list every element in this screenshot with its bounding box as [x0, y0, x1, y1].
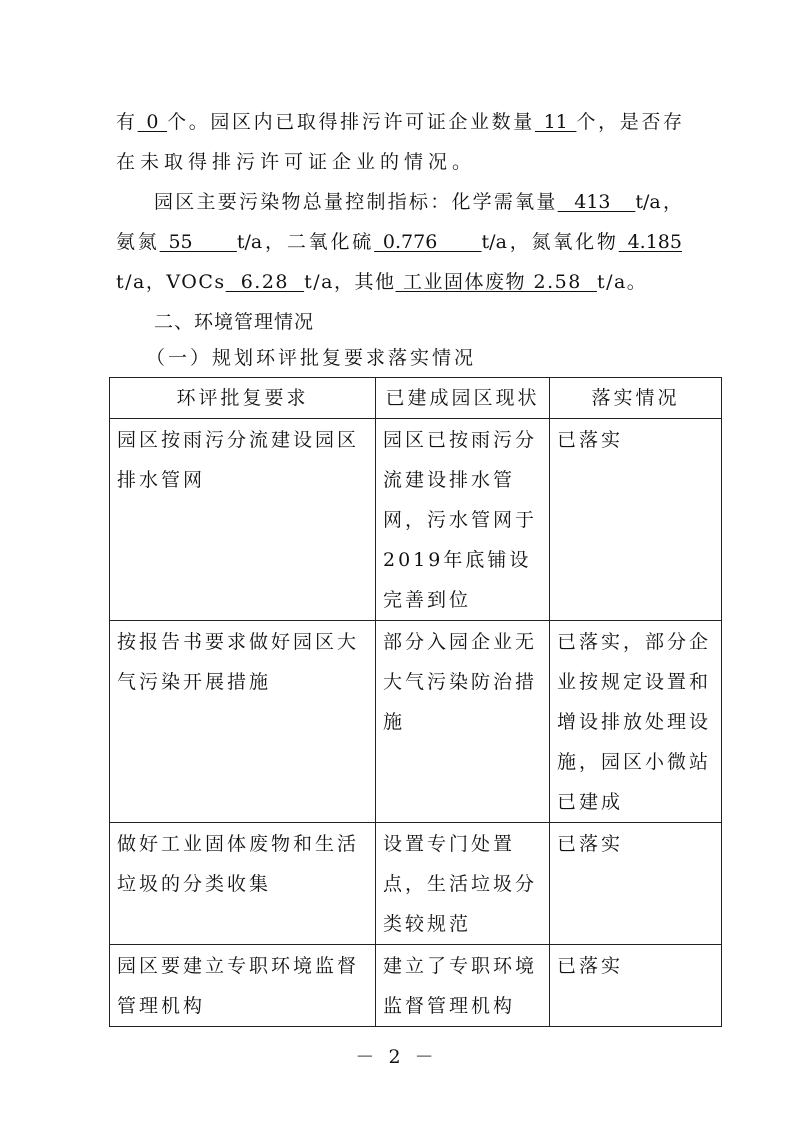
column-header: 已建成园区现状: [376, 378, 550, 419]
column-header: 落实情况: [550, 378, 722, 419]
blank-value: 413: [557, 191, 636, 213]
blank-value: 工业固体废物 2.58: [395, 271, 597, 293]
text: t/a，VOCs: [116, 271, 226, 293]
table-row: [110, 823, 722, 945]
table-cell: 已落实: [550, 823, 722, 945]
text: t/a。: [596, 271, 648, 293]
text: t/a，: [635, 191, 682, 213]
blank-value: 0: [137, 111, 168, 133]
table-cell: 园区要建立专职环境监督管理机构: [110, 945, 376, 1027]
table-cell: 按报告书要求做好园区大气污染开展措施: [110, 621, 376, 823]
table-cell: 园区按雨污分流建设园区排水管网: [110, 419, 376, 621]
text: 园区主要污染物总量控制指标：化学需氧量: [154, 191, 558, 213]
text: 个，是否存: [576, 111, 682, 133]
blank-value: 0.776: [374, 231, 482, 253]
paragraph-line: 在未取得排污许可证企业的情况。: [116, 151, 477, 173]
table-row: [110, 945, 722, 1027]
paragraph-line: [116, 225, 682, 259]
text: t/a，二氧化硫: [236, 231, 375, 253]
text: t/a，氮氧化物: [481, 231, 619, 253]
subsection-heading: （一）规划环评批复要求落实情况: [146, 347, 477, 369]
blank-value: 55: [159, 231, 237, 253]
blank-value: 4.185: [618, 231, 682, 253]
requirements-table: [109, 377, 722, 1027]
table-row: [110, 419, 722, 621]
table-cell: 已落实: [550, 945, 722, 1027]
table-cell: 部分入园企业无大气污染防治措施: [376, 621, 550, 823]
table-cell: 已落实: [550, 419, 722, 621]
paragraph-line: [116, 105, 682, 139]
table-cell: 建立了专职环境监督管理机构: [376, 945, 550, 1027]
text: 个。园区内已取得排污许可证企业数量: [167, 111, 535, 133]
table-cell: 已落实，部分企业按规定设置和增设排放处理设施，园区小微站已建成: [550, 621, 722, 823]
table-cell: 园区已按雨污分流建设排水管网，污水管网于2019年底铺设完善到位: [376, 419, 550, 621]
table-cell: 做好工业固体废物和生活垃圾的分类收集: [110, 823, 376, 945]
blank-value: 6.28: [225, 271, 305, 293]
paragraph-line: [116, 265, 647, 299]
table-header-row: [110, 378, 722, 419]
page-number: － 2 －: [355, 1046, 438, 1068]
text: 氨氮: [116, 231, 160, 253]
table-row: [110, 621, 722, 823]
text: 有: [116, 111, 138, 133]
text: t/a，其他: [304, 271, 396, 293]
section-heading: 二、环境管理情况: [154, 311, 315, 333]
paragraph-line: [154, 185, 682, 219]
column-header: 环评批复要求: [110, 378, 376, 419]
blank-value: 11: [534, 111, 577, 133]
table-cell: 设置专门处置点，生活垃圾分类较规范: [376, 823, 550, 945]
